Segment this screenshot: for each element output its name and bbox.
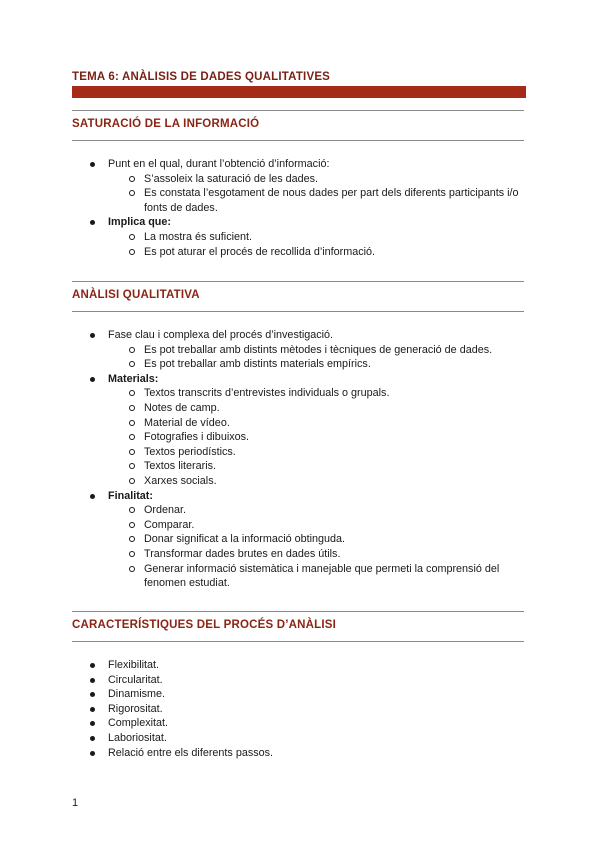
sub-item-text: Comparar. [144, 518, 195, 531]
hollow-bullet-icon [129, 190, 135, 196]
sub-item-text: Textos periodístics. [144, 445, 236, 458]
list-item [90, 746, 530, 761]
hollow-bullet-icon [129, 478, 135, 484]
bullet-icon [90, 736, 95, 741]
hollow-bullet-icon [129, 420, 135, 426]
hollow-bullet-icon [129, 405, 135, 411]
sub-list-item [90, 532, 530, 547]
list-item [90, 731, 530, 746]
bullet-icon [90, 377, 95, 382]
sub-item-text: S’assoleix la saturació de les dades. [144, 172, 319, 185]
sub-list-item [90, 503, 530, 518]
list-item-text: Flexibilitat. [108, 659, 160, 671]
sub-item-text: Material de vídeo. [144, 416, 230, 429]
sub-item-text: La mostra és suficient. [144, 230, 253, 243]
list-item [90, 716, 530, 731]
list-item-text: Punt en el qual, durant l’obtenció d’informació: [108, 158, 330, 170]
list-caracteristiques [90, 658, 530, 760]
hollow-bullet-icon [129, 507, 135, 513]
sub-item-text: Textos literaris. [144, 460, 216, 473]
bullet-icon [90, 663, 95, 668]
section-heading-analisi: ANÀLISI QUALITATIVA [72, 289, 200, 301]
list-item [90, 215, 530, 230]
sub-item-text: Xarxes socials. [144, 474, 217, 487]
bullet-icon [90, 751, 95, 756]
sub-list-item [90, 474, 530, 489]
section-divider [72, 140, 524, 141]
sub-item-text: Notes de camp. [144, 401, 220, 414]
hollow-bullet-icon [129, 234, 135, 240]
section-divider [72, 641, 524, 642]
sub-list-item [90, 186, 530, 215]
sub-list-item [90, 343, 530, 358]
bullet-icon [90, 220, 95, 225]
hollow-bullet-icon [129, 176, 135, 182]
sub-list-item [90, 518, 530, 533]
sub-list-item [90, 357, 530, 372]
bullet-icon [90, 678, 95, 683]
sub-item-text: Textos transcrits d’entrevistes individuals o grupals. [144, 387, 390, 400]
page-number: 1 [72, 797, 79, 809]
sub-list-item [90, 245, 530, 260]
hollow-bullet-icon [129, 434, 135, 440]
sub-list-item [90, 445, 530, 460]
sub-list-item [90, 172, 530, 187]
title-accent-bar [72, 86, 526, 98]
list-item-text: Dinamisme. [108, 688, 165, 701]
bullet-icon [90, 721, 95, 726]
sub-item-text: Es constata l’esgotament de nous dades per part dels diferents participants i/o fonts de dades. [144, 187, 519, 214]
sub-item-text: Es pot treballar amb distints materials empírics. [144, 358, 371, 371]
section-divider [72, 611, 524, 612]
sub-list-item [90, 547, 530, 562]
list-item-text: Circularitat. [108, 673, 163, 686]
sub-list-item [90, 459, 530, 474]
sub-list-item [90, 230, 530, 245]
section-divider [72, 110, 524, 111]
hollow-bullet-icon [129, 536, 135, 542]
hollow-bullet-icon [129, 449, 135, 455]
hollow-bullet-icon [129, 361, 135, 367]
sub-list-item [90, 562, 530, 591]
sub-list-item [90, 401, 530, 416]
list-item-text: Laboriositat. [108, 731, 167, 744]
list-item-text: Fase clau i complexa del procés d’investigació. [108, 329, 334, 341]
list-item-text: Complexitat. [108, 717, 169, 730]
bullet-icon [90, 162, 95, 167]
sub-item-text: Es pot treballar amb distints mètodes i tècniques de generació de dades. [144, 343, 493, 356]
section-heading-saturacio: SATURACIÓ DE LA INFORMACIÓ [72, 118, 260, 130]
hollow-bullet-icon [129, 390, 135, 396]
hollow-bullet-icon [129, 463, 135, 469]
sub-list-item [90, 386, 530, 401]
list-item [90, 372, 530, 387]
section-heading-caracteristiques: CARACTERÍSTIQUES DEL PROCÉS D’ANÀLISI [72, 619, 337, 631]
list-item [90, 702, 530, 717]
bullet-icon [90, 494, 95, 499]
list-item [90, 658, 530, 673]
hollow-bullet-icon [129, 566, 135, 572]
section-divider [72, 311, 524, 312]
hollow-bullet-icon [129, 347, 135, 353]
list-item [90, 489, 530, 504]
sub-list-item [90, 416, 530, 431]
document-title: TEMA 6: ANÀLISIS DE DADES QUALITATIVES [72, 71, 331, 83]
list-item-text: Rigorositat. [108, 702, 163, 715]
sub-list-item [90, 430, 530, 445]
list-item [90, 687, 530, 702]
bullet-icon [90, 707, 95, 712]
sub-item-text: Donar significat a la informació obtinguda. [144, 533, 346, 546]
sub-item-text: Fotografies i dibuixos. [144, 431, 250, 444]
sub-item-text: Ordenar. [144, 504, 187, 517]
list-item [90, 673, 530, 688]
bullet-icon [90, 692, 95, 697]
list-saturacio [90, 157, 530, 259]
sub-item-text: Transformar dades brutes en dades útils. [144, 547, 341, 560]
list-item [90, 328, 530, 343]
hollow-bullet-icon [129, 522, 135, 528]
sub-item-text: Generar informació sistemàtica i manejable que permeti la comprensió del fenomen estudiat. [144, 562, 500, 590]
bullet-icon [90, 333, 95, 338]
list-item-text: Relació entre els diferents passos. [108, 746, 274, 759]
list-analisi [90, 328, 530, 591]
list-item-text: Materials: [108, 372, 159, 385]
section-divider [72, 281, 524, 282]
hollow-bullet-icon [129, 249, 135, 255]
hollow-bullet-icon [129, 551, 135, 557]
list-item [90, 157, 530, 172]
sub-item-text: Es pot aturar el procés de recollida d’informació. [144, 245, 376, 258]
list-item-text: Implica que: [108, 216, 171, 229]
list-item-text: Finalitat: [108, 489, 153, 502]
